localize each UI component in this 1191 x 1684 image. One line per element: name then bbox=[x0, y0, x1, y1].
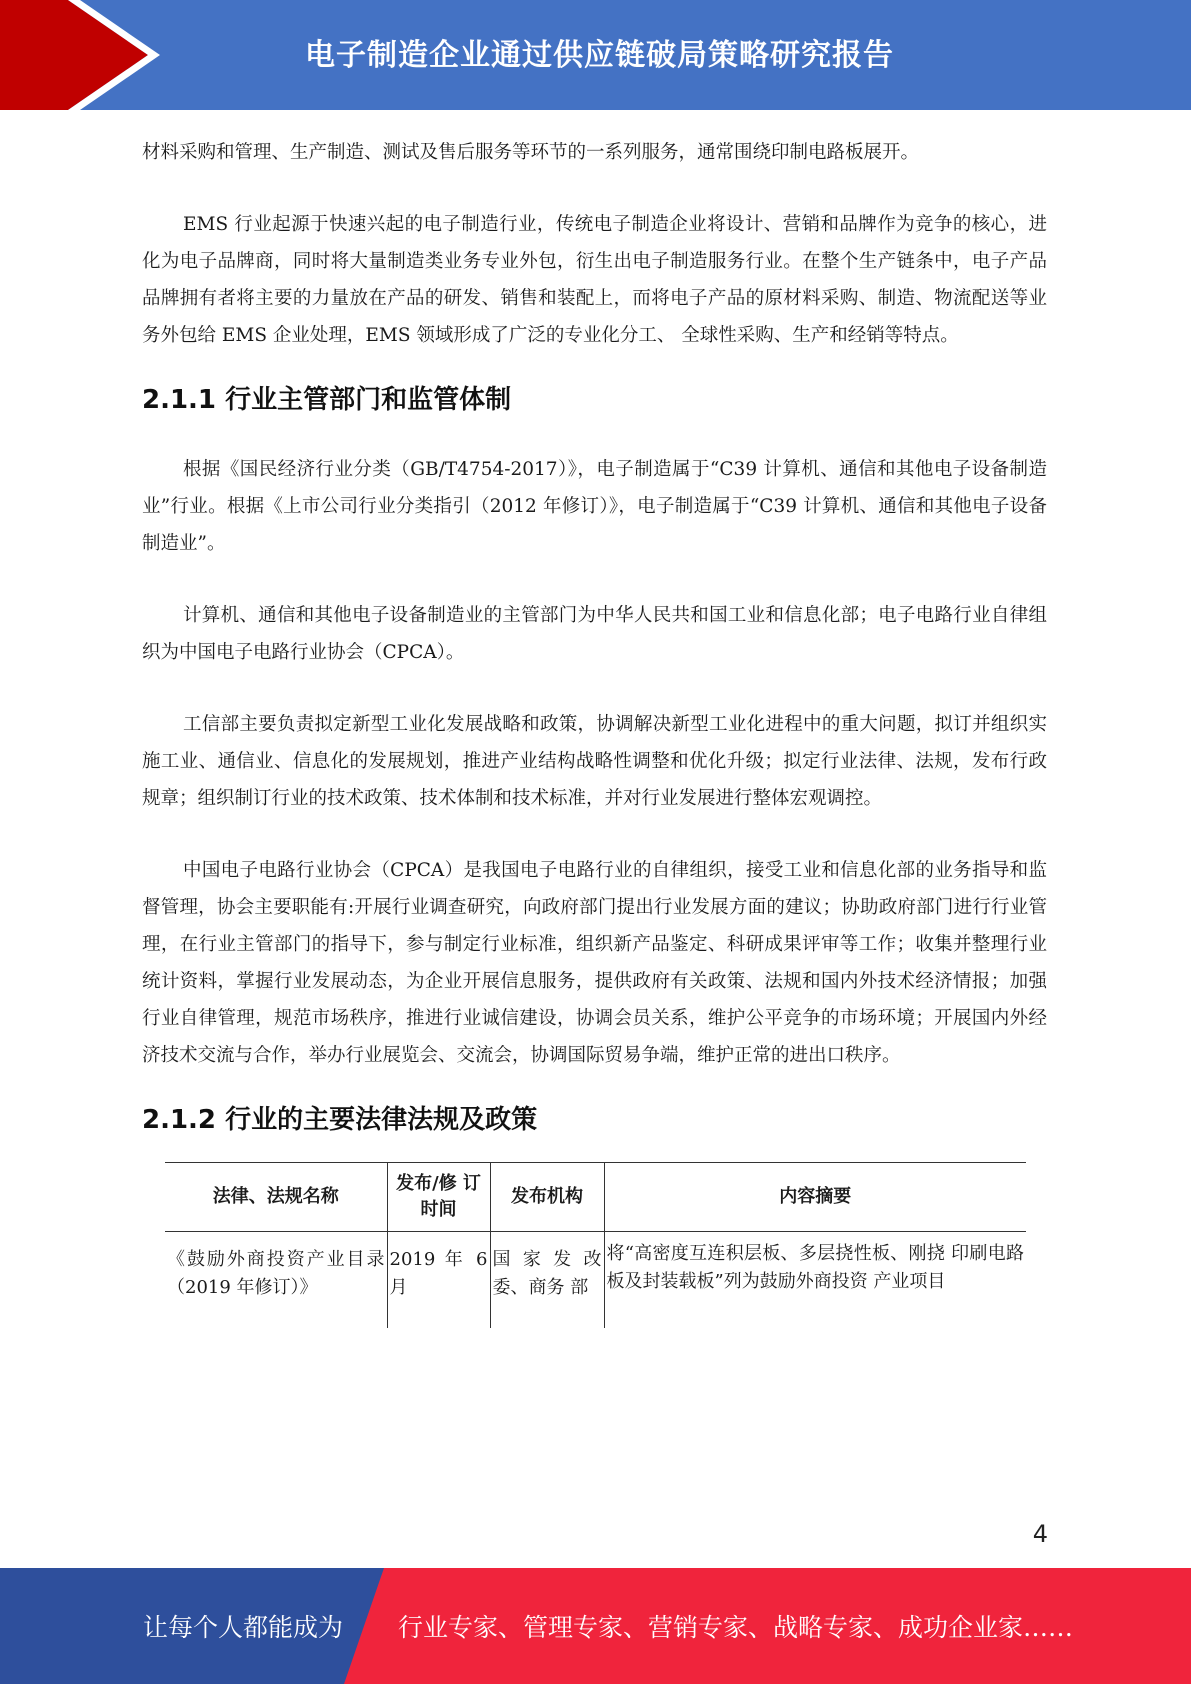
paragraph: 材料采购和管理、生产制造、测试及售后服务等环节的一系列服务，通常围绕印制电路板展开。 bbox=[142, 142, 920, 163]
section-heading: 2.1.2 行业的主要法律法规及政策 bbox=[142, 1105, 538, 1135]
paragraph: 根据《国民经济行业分类（GB/T4754-2017）》，电子制造属于“C39 计算机、通信和其他电子设备制造业”行业。根据《上市公司行业分类指引（2012 年修订）》，电子制造属于“C39 计算机、通信和其他电子设备制造业”。 bbox=[142, 459, 1047, 554]
table-cell: 2019 年 6 月 bbox=[387, 1232, 490, 1329]
table-cell: 将“高密度互连积层板、多层挠性板、刚挠 印刷电路板及封装载板”列为鼓励外商投资 产业项目 bbox=[604, 1232, 1026, 1329]
table-header-cell: 法律、法规名称 bbox=[165, 1163, 387, 1232]
footer-slogan-left: 让每个人都能成为 bbox=[143, 1613, 344, 1642]
table-header-cell: 内容摘要 bbox=[604, 1163, 1026, 1232]
page-number: 4 bbox=[1032, 1520, 1048, 1548]
table-header-cell: 发布机构 bbox=[490, 1163, 604, 1232]
footer-banner bbox=[0, 1568, 1191, 1684]
paragraph: 工信部主要负责拟定新型工业化发展战略和政策，协调解决新型工业化进程中的重大问题，拟订并组织实施工业、通信业、信息化的发展规划，推进产业结构战略性调整和优化升级；拟定行业法律、法规，发布行政规章；组织制订行业的技术政策、技术体制和技术标准，并对行业发展进行整体宏观调控。 bbox=[142, 714, 1047, 809]
table-header-row bbox=[165, 1163, 1026, 1232]
footer-slogan-right: 行业专家、管理专家、营销专家、战略专家、成功企业家…… bbox=[398, 1613, 1074, 1642]
page-content bbox=[142, 134, 1047, 1328]
paragraph: 中国电子电路行业协会（CPCA）是我国电子电路行业的自律组织，接受工业和信息化部的业务指导和监督管理，协会主要职能有:开展行业调查研究，向政府部门提出行业发展方面的建议；协助政府部门进行行业管理，在行业主管部门的指导下，参与制定行业标准，组织新产品鉴定、科研成果评审等工作；收集并整理行业统计资料，掌握行业发展动态，为企业开展信息服务，提供政府有关政策、法规和国内外技术经济情报；加强行业自律管理，规范市场秩序，推进行业诚信建设，协调会员关系，维护公平竞争的市场环境；开展国内外经济技术交流与合作，举办行业展览会、交流会，协调国际贸易争端，维护正常的进出口秩序。 bbox=[142, 860, 1047, 1066]
table-cell: 国 家 发 改 委、商务 部 bbox=[490, 1232, 604, 1329]
regulations-table bbox=[165, 1162, 1026, 1328]
header-banner bbox=[0, 0, 1191, 110]
table-header-cell: 发布/修 订时间 bbox=[387, 1163, 490, 1232]
document-title: 电子制造企业通过供应链破局策略研究报告 bbox=[305, 38, 894, 73]
paragraph: EMS 行业起源于快速兴起的电子制造行业，传统电子制造企业将设计、营销和品牌作为竞争的核心，进化为电子品牌商，同时将大量制造类业务专业外包，衍生出电子制造服务行业。在整个生产链条中，电子产品品牌拥有者将主要的力量放在产品的研发、销售和装配上，而将电子产品的原材料采购、制造、物流配送等业务外包给 EMS 企业处理，EMS 领域形成了广泛的专业化分工、 全球性采购、生产和经销等特点。 bbox=[142, 214, 1047, 346]
table-row bbox=[165, 1232, 1026, 1329]
table-cell: 《鼓励外商投资产业目录（2019 年修订）》 bbox=[167, 1249, 385, 1298]
paragraph: 计算机、通信和其他电子设备制造业的主管部门为中华人民共和国工业和信息化部；电子电路行业自律组织为中国电子电路行业协会（CPCA）。 bbox=[142, 605, 1047, 663]
section-heading: 2.1.1 行业主管部门和监管体制 bbox=[142, 385, 512, 415]
